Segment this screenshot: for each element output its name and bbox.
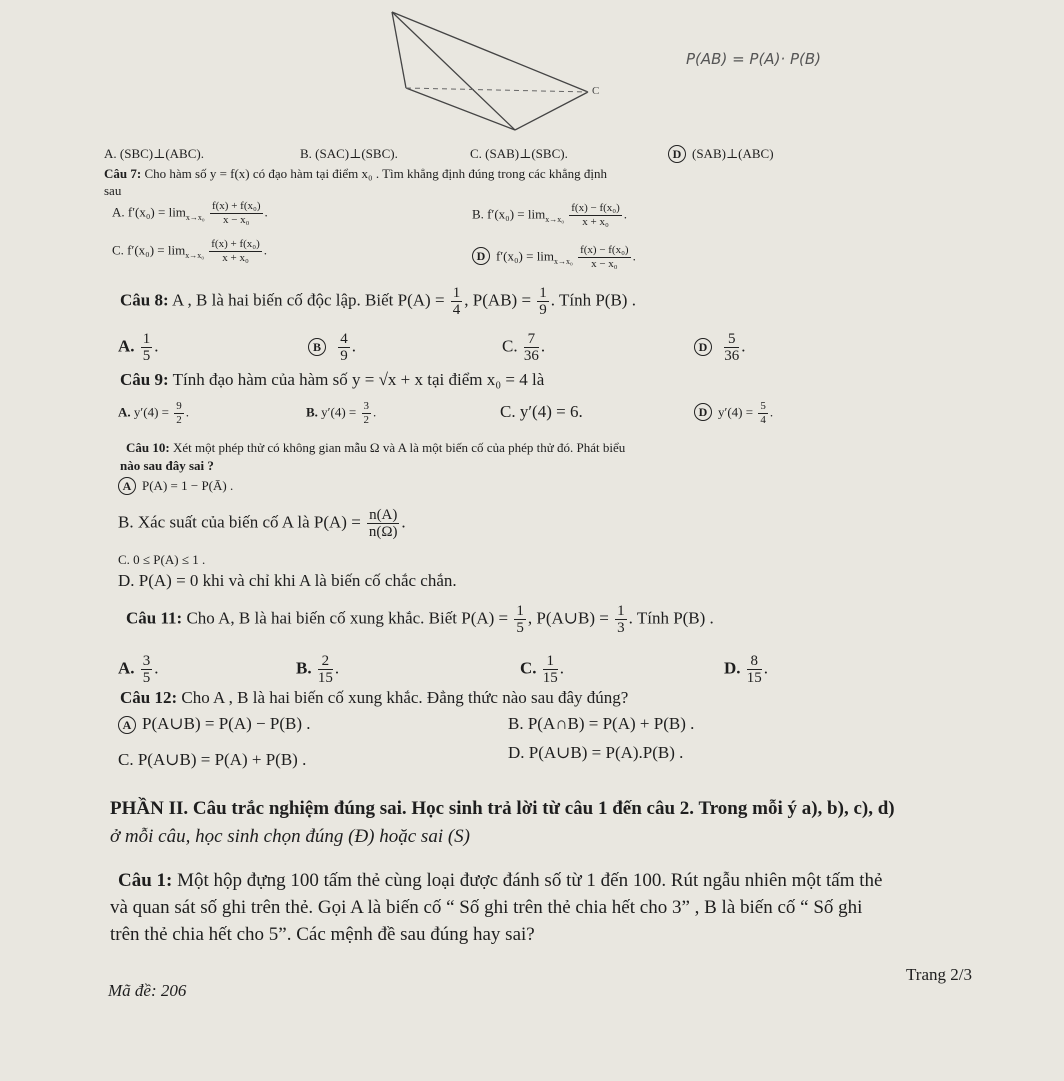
q6-option-a: A. (SBC)⊥(ABC). bbox=[104, 146, 204, 161]
q12-option-d: D. P(A∪B) = P(A).P(B) . bbox=[508, 743, 684, 762]
figure-edge bbox=[392, 12, 588, 92]
fraction: $\frac{3}{5}$ bbox=[142, 653, 151, 686]
q10-stem: Câu 10: Xét một phép thử có không gian mẫu Ω và A là một biến cố của phép thử đó. Phát biểu bbox=[126, 440, 626, 455]
question-number: Câu 1: bbox=[118, 870, 173, 891]
handwritten-note: P(AB) = P(A)· P(B) bbox=[686, 50, 821, 68]
q6-option-c: C. (SAB)⊥(SBC). bbox=[470, 146, 568, 161]
fraction: $\frac{3}{2}$ bbox=[363, 400, 370, 426]
question-number: Câu 9: bbox=[120, 370, 169, 389]
fraction: $\frac{9}{2}$ bbox=[176, 400, 182, 426]
fraction: $\frac{1}{9}$ bbox=[539, 285, 547, 318]
q12-stem: Câu 12: Cho A , B là hai biến cố xung khắc. Đẳng thức nào sau đây đúng? bbox=[120, 688, 629, 707]
part2-heading: PHẦN II. Câu trắc nghiệm đúng sai. Học sinh trả lời từ câu 1 đến câu 2. Trong mỗi ý a), b), c), d) bbox=[110, 798, 895, 819]
q11-option-b: B. $\frac{2}{15}$ . bbox=[296, 653, 340, 686]
q8-option-d: D $\frac{5}{36}$ . bbox=[694, 331, 746, 364]
p2q1-line2: và quan sát số ghi trên thẻ. Gọi A là biến cố “ Số ghi trên thẻ chia hết cho 3” , B là biến cố “ Số ghi bbox=[110, 897, 863, 918]
figure-edge-hidden bbox=[406, 88, 588, 92]
figure-edge bbox=[392, 12, 515, 130]
q9-option-c: C. y′(4) = 6. bbox=[500, 402, 583, 421]
fraction: $\frac{1}{4}$ bbox=[452, 285, 461, 318]
q7-stem-cont: sau bbox=[104, 183, 122, 198]
q6-option-b: B. (SAC)⊥(SBC). bbox=[300, 146, 398, 161]
fraction: $\frac{1}{5}$ bbox=[516, 603, 524, 636]
q11-option-a: A. $\frac{3}{5}$ . bbox=[118, 653, 159, 686]
figure-vertex-label: C bbox=[592, 85, 600, 97]
q7-option-c: C. $f'(x_0) = \lim_{x\to x_0}$ $\frac{\text{f(x) + f(x₀)}}{\text{x + x₀}}$ . bbox=[112, 238, 268, 264]
q10-option-b: B. Xác suất của biến cố A là P(A) = $\frac{n(A)}{n(\Omega)}$ . bbox=[118, 507, 406, 540]
fraction: $\frac{7}{36}$ bbox=[523, 331, 539, 364]
q12-option-a: A P(A∪B) = P(A) − P(B) . bbox=[118, 713, 310, 735]
fraction: $\frac{4}{9}$ bbox=[340, 331, 348, 364]
fraction: $\frac{\text{f(x) − f(x₀)}}{\text{x + x₀}}$ bbox=[571, 202, 620, 228]
question-number: Câu 10: bbox=[126, 440, 170, 455]
q9-option-d: D y′(4) = $\frac{5}{4}$ . bbox=[694, 400, 773, 427]
q9-stem: Câu 9: Tính đạo hàm của hàm số y = √x + x tại điểm x₀ = 4 là bbox=[120, 370, 545, 389]
q9-option-a: A. y′(4) = $\frac{9}{2}$ . bbox=[118, 400, 189, 426]
p2q1-line3: trên thẻ chia hết cho 5”. Các mệnh đề sau đúng hay sai? bbox=[110, 924, 535, 945]
circled-letter: D bbox=[694, 403, 712, 421]
q12-option-c: C. P(A∪B) = P(A) + P(B) . bbox=[118, 750, 307, 769]
question-number: Câu 8: bbox=[120, 290, 169, 310]
p2q1-line1: Câu 1: Một hộp đựng 100 tấm thẻ cùng loại được đánh số từ 1 đến 100. Rút ngẫu nhiên một tấm thẻ bbox=[118, 870, 883, 891]
fraction: $\frac{5}{36}$ bbox=[724, 331, 740, 364]
q10-option-c: C. 0 ≤ P(A) ≤ 1 . bbox=[118, 552, 206, 567]
pyramid-figure bbox=[0, 0, 1064, 140]
fraction: $\frac{2}{15}$ bbox=[317, 653, 333, 686]
figure-edge bbox=[406, 88, 515, 130]
q10-option-a: A P(A) = 1 − P(Ā) . bbox=[118, 475, 233, 497]
figure-edge bbox=[515, 92, 588, 130]
fraction: $\frac{5}{4}$ bbox=[760, 400, 766, 426]
q7-option-a: A. $f'(x_0) = \lim_{x\to x_0}$ $\frac{\text{f(x) + f(x₀)}}{\text{x − x₀}}$ . bbox=[112, 200, 268, 226]
q7-option-d: D $f'(x_0) = \lim_{x\to x_0}$ $\frac{\text{f(x) − f(x₀)}}{\text{x − x₀}}$ . bbox=[472, 244, 636, 273]
circled-letter: A bbox=[118, 477, 136, 495]
q6-option-d: D (SAB)⊥(ABC) bbox=[668, 143, 774, 165]
fraction: $\frac{1}{15}$ bbox=[542, 653, 558, 686]
fraction: $\frac{n(A)}{n(\Omega)}$ bbox=[368, 507, 398, 540]
fraction: $\frac{\text{f(x) − f(x₀)}}{\text{x − x₀}}$ bbox=[580, 244, 629, 270]
q12-option-b: B. P(A∩B) = P(A) + P(B) . bbox=[508, 714, 695, 733]
q8-stem: Câu 8: A , B là hai biến cố độc lập. Biết P(A) = $\frac{1}{4}$ , P(AB) = $\frac{1}{9}$ . Tính P(B) . bbox=[120, 285, 636, 318]
question-number: Câu 12: bbox=[120, 688, 178, 707]
q8-option-a: A. $\frac{1}{5}$ . bbox=[118, 331, 159, 364]
q7-stem: Câu 7: Cho hàm số y = f(x) có đạo hàm tại điểm x₀ . Tìm khẳng định đúng trong các khẳng định bbox=[104, 166, 608, 181]
fraction: $\frac{\text{f(x) + f(x₀)}}{\text{x + x₀}}$ bbox=[211, 238, 260, 264]
circled-letter: D bbox=[668, 145, 686, 163]
q10-option-d: D. P(A) = 0 khi và chỉ khi A là biến cố chắc chắn. bbox=[118, 571, 457, 590]
exam-code: Mã đề: 206 bbox=[108, 981, 187, 1000]
fraction: $\frac{\text{f(x) + f(x₀)}}{\text{x − x₀}}$ bbox=[211, 200, 261, 226]
circled-letter: D bbox=[472, 247, 490, 265]
circled-letter: D bbox=[694, 338, 712, 356]
circled-letter: A bbox=[118, 716, 136, 734]
page-number: Trang 2/3 bbox=[906, 965, 972, 984]
part2-instruction: ở mỗi câu, học sinh chọn đúng (Đ) hoặc sai (S) bbox=[110, 826, 470, 847]
fraction: $\frac{1}{3}$ bbox=[617, 603, 625, 636]
question-number: Câu 7: bbox=[104, 166, 142, 181]
q7-option-b: B. $f'(x_0) = \lim_{x\to x_0}$ $\frac{\text{f(x) − f(x₀)}}{\text{x + x₀}}$ . bbox=[472, 202, 628, 228]
circled-letter: B bbox=[308, 338, 326, 356]
q8-option-b: B $\frac{4}{9}$ . bbox=[308, 331, 356, 364]
fraction: $\frac{8}{15}$ bbox=[746, 653, 762, 686]
q9-option-b: B. y′(4) = $\frac{3}{2}$ . bbox=[306, 400, 377, 426]
q11-option-c: C. $\frac{1}{15}$ . bbox=[520, 653, 565, 686]
fraction: $\frac{1}{5}$ bbox=[142, 331, 151, 364]
q8-option-c: C. $\frac{7}{36}$ . bbox=[502, 331, 546, 364]
q11-option-d: D. $\frac{8}{15}$ . bbox=[724, 653, 769, 686]
q10-stem-cont: nào sau đây sai ? bbox=[120, 458, 214, 473]
question-number: Câu 11: bbox=[126, 608, 183, 628]
q11-stem: Câu 11: Cho A, B là hai biến cố xung khắc. Biết P(A) = $\frac{1}{5}$ , P(A∪B) = $\frac{1}{3}$ . Tính P(B) . bbox=[126, 603, 714, 636]
